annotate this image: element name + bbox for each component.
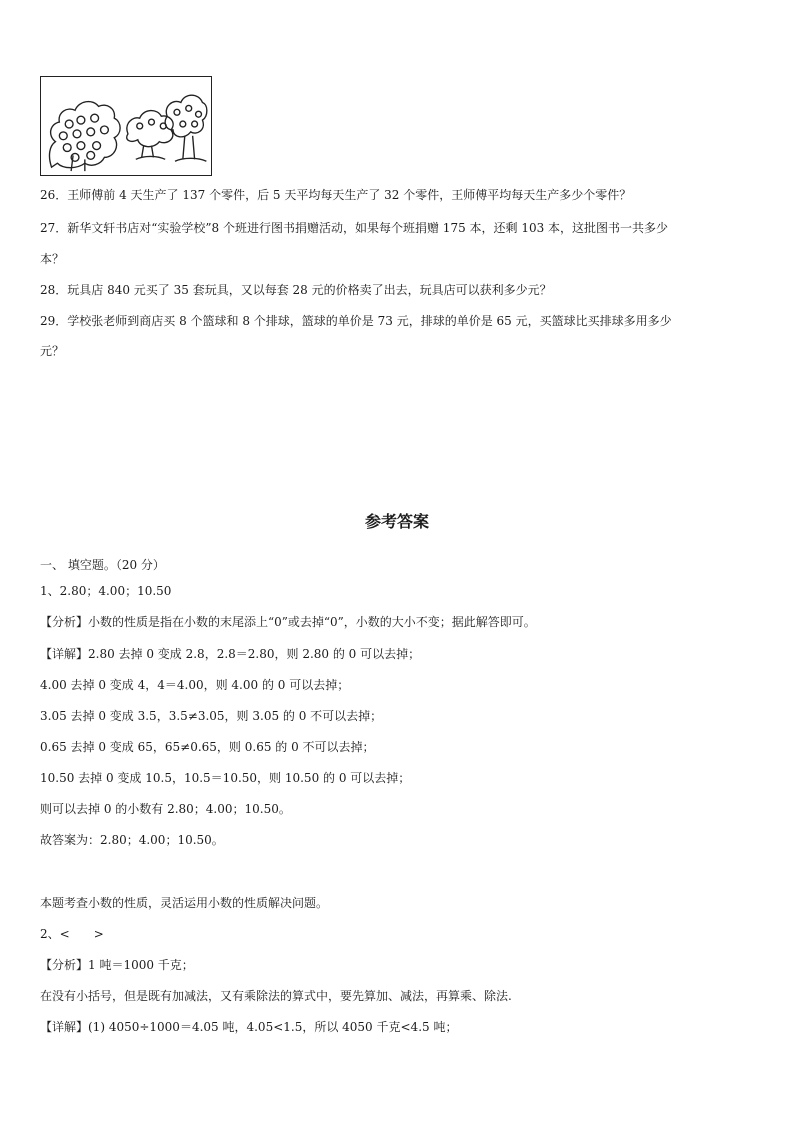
trees-illustration (40, 76, 212, 176)
answer-1-detail-6: 则可以去掉 0 的小数有 2.80；4.00；10.50。 (40, 802, 291, 816)
question-27-line1: 27．新华文轩书店对“实验学校”8 个班进行图书捐赠活动，如果每个班捐赠 175 本，还剩 103 本，这批图书一共多少 (40, 221, 669, 235)
answer-1-detail-2: 4.00 去掉 0 变成 4，4＝4.00，则 4.00 的 0 可以去掉； (40, 678, 350, 692)
question-29-line2: 元？ (40, 344, 65, 358)
answer-1-summary: 本题考查小数的性质，灵活运用小数的性质解决问题。 (40, 896, 329, 910)
answer-1-detail-4: 0.65 去掉 0 变成 65，65≠0.65，则 0.65 的 0 不可以去掉； (40, 740, 375, 754)
answer-1-final: 故答案为：2.80；4.00；10.50。 (40, 833, 224, 847)
answer-2-detail-1: 【详解】(1) 4050÷1000＝4.05 吨，4.05<1.5，所以 4050 千克<4.5 吨； (40, 1020, 458, 1034)
question-28: 28．玩具店 840 元买了 35 套玩具，又以每套 28 元的价格卖了出去，玩具店可以获利多少元？ (40, 283, 552, 297)
answer-1-detail-1: 【详解】2.80 去掉 0 变成 2.8，2.8＝2.80，则 2.80 的 0 可以去掉； (40, 647, 421, 661)
answer-1-detail-3: 3.05 去掉 0 变成 3.5，3.5≠3.05，则 3.05 的 0 不可以去掉； (40, 709, 383, 723)
answer-2-rule: 在没有小括号，但是既有加减法，又有乘除法的算式中，要先算加、减法，再算乘、除法. (40, 989, 512, 1003)
trees-drawing (41, 77, 211, 175)
answer-2-analysis: 【分析】1 吨＝1000 千克； (40, 958, 194, 972)
question-27-line2: 本？ (40, 252, 65, 266)
answers-title: 参考答案 (364, 512, 429, 531)
question-26: 26．王师傅前 4 天生产了 137 个零件，后 5 天平均每天生产了 32 个零件，王师傅平均每天生产多少个零件？ (40, 188, 632, 202)
answer-1-detail-5: 10.50 去掉 0 变成 10.5，10.5＝10.50，则 10.50 的 0 可以去掉； (40, 771, 411, 785)
answer-1: 1、2.80；4.00；10.50 (40, 584, 172, 598)
answer-1-analysis: 【分析】小数的性质是指在小数的末尾添上“0”或去掉“0”，小数的大小不变；据此解答即可。 (40, 615, 536, 629)
question-29-line1: 29．学校张老师到商店买 8 个篮球和 8 个排球，篮球的单价是 73 元，排球的单价是 65 元，买篮球比买排球多用多少 (40, 314, 672, 328)
answer-2: 2、< > (40, 927, 104, 941)
section-heading: 一、 填空题。（20 分） (40, 558, 165, 572)
